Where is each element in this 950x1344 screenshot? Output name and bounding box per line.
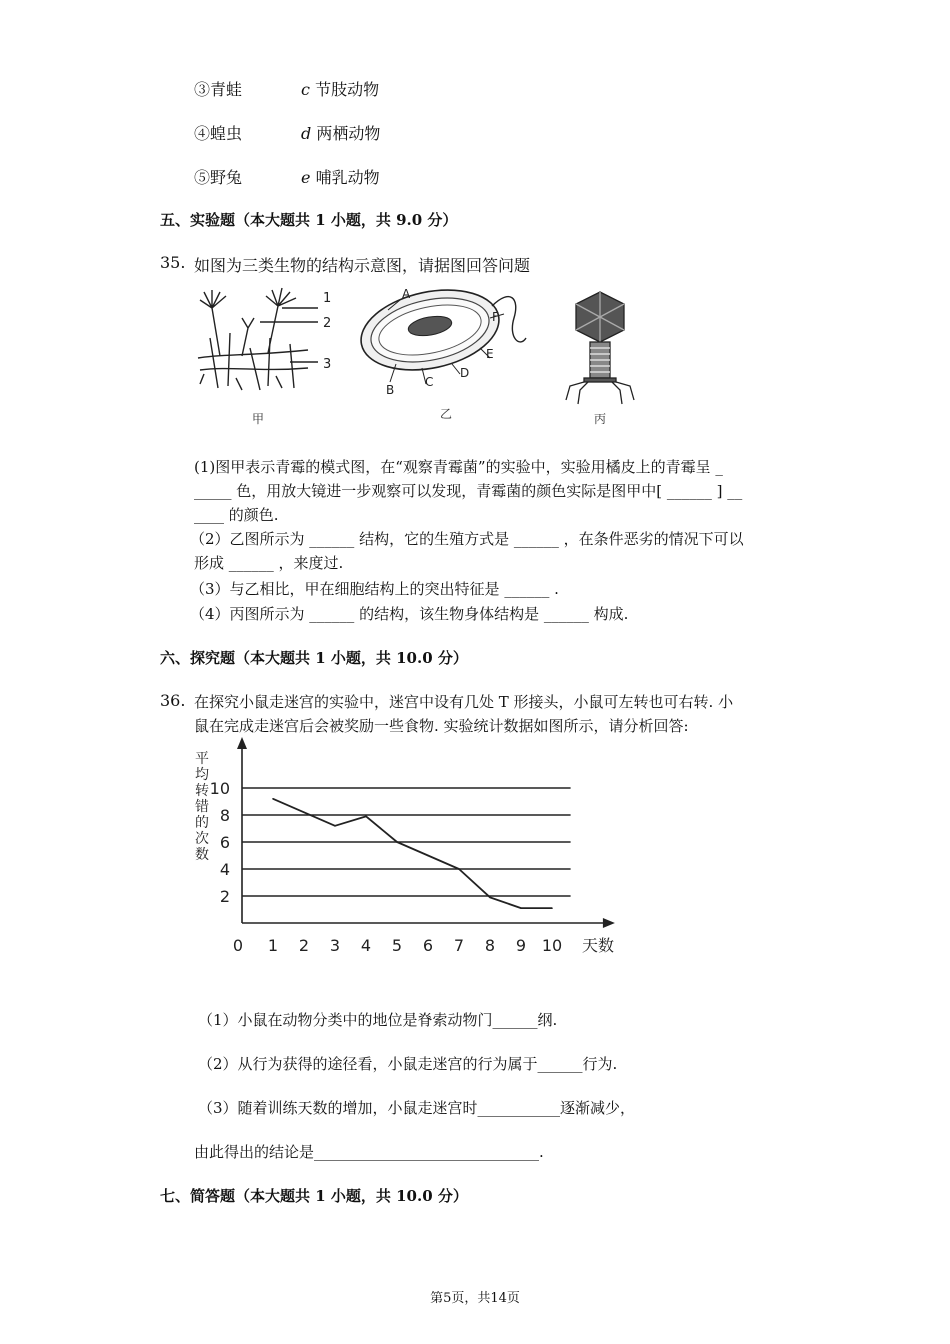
x-tick-label: 0 <box>232 936 244 955</box>
answer-line: ____ 的颜色. <box>194 506 279 524</box>
yi-label: E <box>486 347 494 361</box>
answer-line: (1)图甲表示青霉的模式图，在“观察青霉菌”的实验中，实验用橘皮上的青霉呈 _ <box>194 458 723 476</box>
answer-line: （2）从行为获得的途径看，小鼠走迷宫的行为属于______行为. <box>198 1055 618 1073</box>
matching-row-category <box>301 77 379 100</box>
matching-row-category <box>301 121 380 144</box>
y-tick-label: 10 <box>209 779 230 798</box>
question-stem: 鼠在完成走迷宫后会被奖励一些食物. 实验统计数据如图所示，请分析回答: <box>194 717 689 735</box>
yi-label: F <box>492 310 499 324</box>
x-tick-label: 6 <box>422 936 434 955</box>
y-axis-label-char: 平 <box>195 751 209 767</box>
y-axis-label-char: 转 <box>195 783 209 799</box>
row-letter: c <box>301 80 310 99</box>
question-stem: 如图为三类生物的结构示意图，请据图回答问题 <box>194 256 531 275</box>
data-point <box>427 855 429 857</box>
y-axis-label-char: 次 <box>195 831 209 847</box>
data-point <box>551 907 553 909</box>
y-axis-label-char: 的 <box>195 815 209 831</box>
row-num: ④ <box>194 124 211 143</box>
data-point <box>365 816 367 818</box>
data-point <box>334 825 336 827</box>
y-tick-label: 2 <box>219 887 230 906</box>
answer-line: （1）小鼠在动物分类中的地位是脊索动物门______纲. <box>198 1011 558 1029</box>
answer-line: （3）与乙相比，甲在细胞结构上的突出特征是 ______ . <box>190 580 559 598</box>
penicillium-diagram <box>198 288 318 390</box>
section-title: 五、实验题（本大题共 1 小题，共 9.0 分） <box>160 211 458 229</box>
data-point <box>458 868 460 870</box>
y-tick-label: 4 <box>219 860 230 879</box>
section-title: 七、简答题（本大题共 1 小题，共 10.0 分） <box>160 1187 468 1205</box>
answer-line: （2）乙图所示为 ______ 结构，它的生殖方式是 ______ ，在条件恶劣的情况下可以 <box>190 530 744 548</box>
x-tick-label: 8 <box>484 936 496 955</box>
jia-label: 2 <box>323 316 332 331</box>
matching-row <box>194 77 242 100</box>
answer-line: （3）随着训练天数的增加，小鼠走迷宫时___________逐渐减少， <box>198 1099 636 1117</box>
answer-line: 形成 ______ ，来度过. <box>194 554 344 572</box>
section-title: 六、探究题（本大题共 1 小题，共 10.0 分） <box>160 649 468 667</box>
data-point <box>396 841 398 843</box>
matching-row-category <box>301 165 380 188</box>
x-tick-label: 9 <box>515 936 527 955</box>
row-name: 青蛙 <box>210 80 243 99</box>
row-name: 野兔 <box>210 168 243 187</box>
x-tick-label: 2 <box>298 936 310 955</box>
jia-label: 1 <box>323 291 332 306</box>
y-tick-label: 6 <box>219 833 230 852</box>
y-axis-label-char: 错 <box>195 799 209 815</box>
matching-row <box>194 165 242 188</box>
row-num: ③ <box>194 80 211 99</box>
row-letter: d <box>301 124 312 143</box>
x-axis-label: 天数 <box>582 936 615 955</box>
organism-figure <box>190 278 680 430</box>
question-stem: 在探究小鼠走迷宫的实验中，迷宫中设有几处 T 形接头，小鼠可左转也可右转. 小 <box>194 693 734 711</box>
y-axis-label-char: 数 <box>195 847 209 863</box>
x-tick-label: 4 <box>360 936 372 955</box>
jia-label: 3 <box>323 357 332 372</box>
x-axis-arrow <box>603 918 615 928</box>
row-name: 蝗虫 <box>210 124 243 143</box>
data-point <box>272 798 274 800</box>
figure-caption: 甲 <box>252 412 265 426</box>
y-tick-label: 8 <box>219 806 230 825</box>
yi-label: A <box>402 287 411 301</box>
yi-label: B <box>386 383 395 397</box>
x-tick-label: 10 <box>541 936 563 955</box>
row-letter: e <box>301 168 311 187</box>
row-num: ⑤ <box>194 168 211 187</box>
answer-line: （4）丙图所示为 ______ 的结构，该生物身体结构是 ______ 构成. <box>190 605 629 623</box>
yi-label: D <box>460 366 470 380</box>
figure-caption: 乙 <box>440 407 453 421</box>
bacterium-diagram <box>354 278 526 384</box>
question-number: 35. <box>160 253 186 272</box>
x-tick-label: 1 <box>267 936 279 955</box>
y-axis-arrow <box>237 737 247 749</box>
row-category: 两栖动物 <box>316 124 381 143</box>
answer-line: 由此得出的结论是______________________________. <box>194 1143 544 1161</box>
bacteriophage-diagram <box>566 292 634 404</box>
maze-error-chart <box>190 733 630 963</box>
data-point <box>520 907 522 909</box>
data-point <box>303 812 305 814</box>
x-tick-label: 7 <box>453 936 465 955</box>
page-footer: 第5页，共14页 <box>430 1291 520 1306</box>
yi-label: C <box>425 375 434 389</box>
x-tick-label: 5 <box>391 936 403 955</box>
row-category: 哺乳动物 <box>315 168 380 187</box>
matching-row <box>194 121 242 144</box>
answer-line: _____ 色，用放大镜进一步观察可以发现，青霉菌的颜色实际是图甲中[ ______ ] __ <box>194 482 743 500</box>
data-point <box>489 897 491 899</box>
figure-caption: 丙 <box>594 412 607 426</box>
x-tick-label: 3 <box>329 936 341 955</box>
row-category: 节肢动物 <box>315 80 380 99</box>
question-number: 36. <box>160 691 186 710</box>
y-axis-label-char: 均 <box>195 767 209 783</box>
